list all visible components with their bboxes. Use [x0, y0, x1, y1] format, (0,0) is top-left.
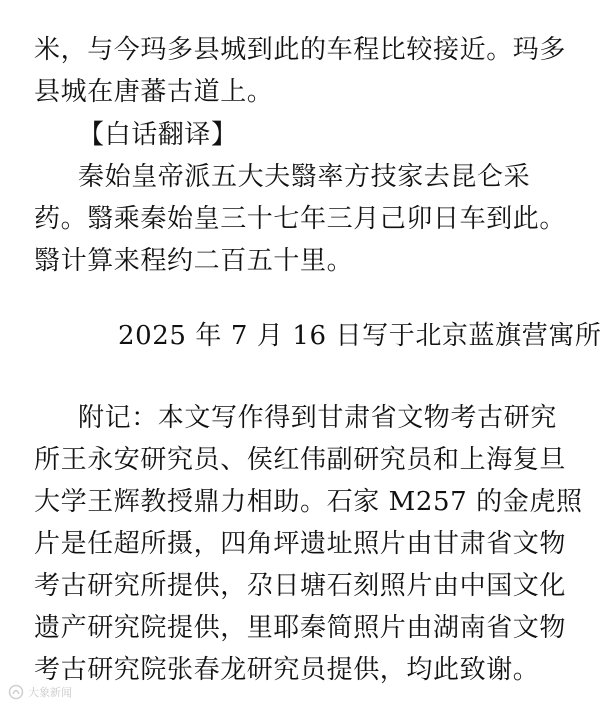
logo-icon: [8, 684, 24, 700]
body-line-2: 县城在唐蕃古道上。: [34, 77, 274, 107]
note-line-1: 附记：本文写作得到甘肃省文物考古研究: [78, 403, 557, 433]
section-heading: 【白话翻译】: [78, 120, 238, 150]
note-line-3: 大学王辉教授鼎力相助。石家 M257 的金虎照: [34, 487, 583, 517]
note-line-6: 遗产研究院提供，里耶秦简照片由湖南省文物: [34, 613, 567, 643]
body-line-1: 米，与今玛多县城到此的车程比较接近。玛多: [34, 35, 567, 65]
note-line-5: 考古研究所提供，尕日塘石刻照片由中国文化: [34, 571, 567, 601]
watermark: [8, 684, 72, 700]
body-line-5: 翳计算来程约二百五十里。: [34, 246, 354, 276]
body-line-3: 秦始皇帝派五大夫翳率方技家去昆仑采: [78, 162, 531, 192]
date-signature: 2025 年 7 月 16 日写于北京蓝旗营寓所: [118, 321, 602, 351]
watermark-text: 大象新闻: [28, 686, 72, 699]
body-line-4: 药。翳乘秦始皇三十七年三月己卯日车到此。: [34, 204, 567, 234]
note-line-7: 考古研究院张春龙研究员提供，均此致谢。: [34, 655, 540, 685]
note-line-4: 片是任超所摄，四角坪遗址照片由甘肃省文物: [34, 529, 567, 559]
note-line-2: 所王永安研究员、侯红伟副研究员和上海复旦: [34, 445, 567, 475]
